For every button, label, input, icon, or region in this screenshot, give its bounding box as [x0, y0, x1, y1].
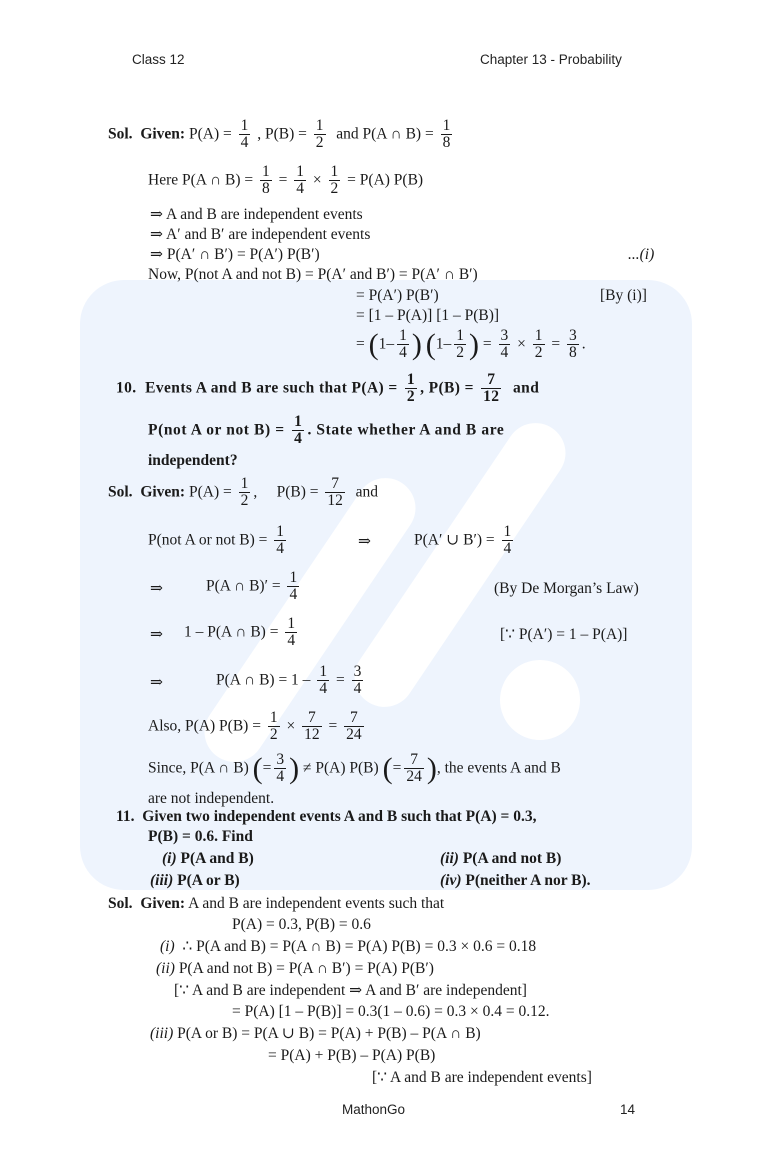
sol10-line5-arrow: ⇒ — [150, 674, 163, 691]
sol10-line4: 1 – P(A ∩ B) = $\frac{1}{4}$ — [184, 615, 296, 650]
q11-line1: 11. Given two independent events A and B such that P(A) = 0.3, — [116, 808, 537, 825]
sol10-line1: Sol. Given: P(A) = $\frac{1}{2}$ , P(B) = $\frac{7}{12}$ and — [108, 475, 379, 510]
sol10-line3-arrow: ⇒ — [150, 580, 163, 597]
sol9-line1: Sol. Given: P(A) = $\frac{1}{4}$ , P(B) = $\frac{1}{2}$ and P(A ∩ B) = $\frac{1}{8}$ — [108, 117, 451, 152]
sol10-line6: Also, P(A) P(B) = $\frac{1}{2}$ × $\frac{7}{12}$ = $\frac{7}{24}$ — [148, 709, 362, 744]
sol11-line5: [∵ A and B are independent ⇒ A and B′ are independent] — [174, 982, 527, 999]
sol10-line2-arrow: ⇒ — [358, 533, 371, 550]
sol9-line9: = (1– $\frac{1}{4}$ ) (1– $\frac{1}{2}$ ) = $\frac{3}{4}$ × $\frac{1}{2}$ = $\frac{3}{8}$ . — [356, 327, 586, 362]
sol9-eq-ref: ...(i) — [628, 246, 655, 263]
page-number: 14 — [620, 1102, 636, 1117]
sol10-line3: P(A ∩ B)′ = $\frac{1}{4}$ — [206, 569, 298, 604]
q11-part-iv: (iv) P(neither A nor B). — [440, 872, 591, 889]
sol11-line4: (ii) P(A and not B) = P(A ∩ B′) = P(A) P(B′) — [156, 960, 434, 977]
sol9-line8: = [1 – P(A)] [1 – P(B)] — [356, 307, 500, 324]
sol10-line2b: P(A′ ∪ B′) = $\frac{1}{4}$ — [414, 523, 512, 558]
sol11-line6: = P(A) [1 – P(B)] = 0.3(1 – 0.6) = 0.3 × 0.4 = 0.12. — [232, 1003, 550, 1020]
watermark-dot — [500, 660, 580, 740]
sol10-line5: P(A ∩ B) = 1 – $\frac{1}{4}$ = $\frac{3}{4}$ — [216, 663, 362, 698]
sol9-line2: Here P(A ∩ B) = $\frac{1}{8}$ = $\frac{1}{4}$ × $\frac{1}{2}$ = P(A) P(B) — [148, 163, 424, 198]
sol9-line4: ⇒ A′ and B′ are independent events — [150, 226, 371, 243]
fraction: $\frac{1}{4}$ — [240, 117, 249, 152]
fraction: $\frac{1}{2}$ — [315, 117, 324, 152]
sol11-line1: Sol. Given: A and B are independent events such that — [108, 895, 445, 912]
sol11-line7: (iii) P(A or B) = P(A ∪ B) = P(A) + P(B) – P(A ∩ B) — [150, 1025, 481, 1042]
sol10-line2: P(not A or not B) = $\frac{1}{4}$ — [148, 523, 285, 558]
q11-part-ii: (ii) P(A and not B) — [440, 850, 562, 867]
sol9-line7: = P(A′) P(B′) — [356, 287, 439, 304]
q10-line2: P(not A or not B) = $\frac{1}{4}$ . State whether A and B are — [148, 413, 505, 448]
sol10-line7: Since, P(A ∩ B) (= $\frac{3}{4}$ ) ≠ P(A) P(B) (= $\frac{7}{24}$ ), the events A and B — [148, 751, 561, 786]
footer-brand: MathonGo — [342, 1102, 406, 1117]
sol11-line9: [∵ A and B are independent events] — [372, 1069, 592, 1086]
sol10-line8: are not independent. — [148, 790, 275, 807]
sol9-line7-ref: [By (i)] — [600, 287, 647, 304]
sol11-line2: P(A) = 0.3, P(B) = 0.6 — [232, 916, 371, 933]
page-header-left: Class 12 — [132, 52, 185, 67]
q10-line3: independent? — [148, 452, 238, 469]
sol9-line5: ⇒ P(A′ ∩ B′) = P(A′) P(B′) — [150, 246, 320, 263]
sol10-line3-ref: (By De Morgan’s Law) — [494, 580, 639, 597]
q11-line2: P(B) = 0.6. Find — [148, 828, 253, 845]
q10-line1: 10. Events A and B are such that P(A) = $\frac{1}{2}$ , P(B) = $\frac{7}{12}$ and — [116, 371, 540, 406]
page-header-right: Chapter 13 - Probability — [480, 52, 622, 67]
sol10-line4-ref: [∵ P(A′) = 1 – P(A)] — [500, 626, 628, 643]
fraction: $\frac{1}{8}$ — [442, 117, 451, 152]
sol9-line6: Now, P(not A and not B) = P(A′ and B′) = P(A′ ∩ B′) — [148, 266, 478, 283]
q11-part-i: (i) P(A and B) — [162, 850, 254, 867]
sol11-line8: = P(A) + P(B) – P(A) P(B) — [268, 1047, 436, 1064]
q11-part-iii: (iii) P(A or B) — [150, 872, 240, 889]
sol10-line4-arrow: ⇒ — [150, 626, 163, 643]
sol9-line3: ⇒ A and B are independent events — [150, 206, 363, 223]
sol11-line3: (i) ∴ P(A and B) = P(A ∩ B) = P(A) P(B) = 0.3 × 0.6 = 0.18 — [160, 938, 537, 955]
